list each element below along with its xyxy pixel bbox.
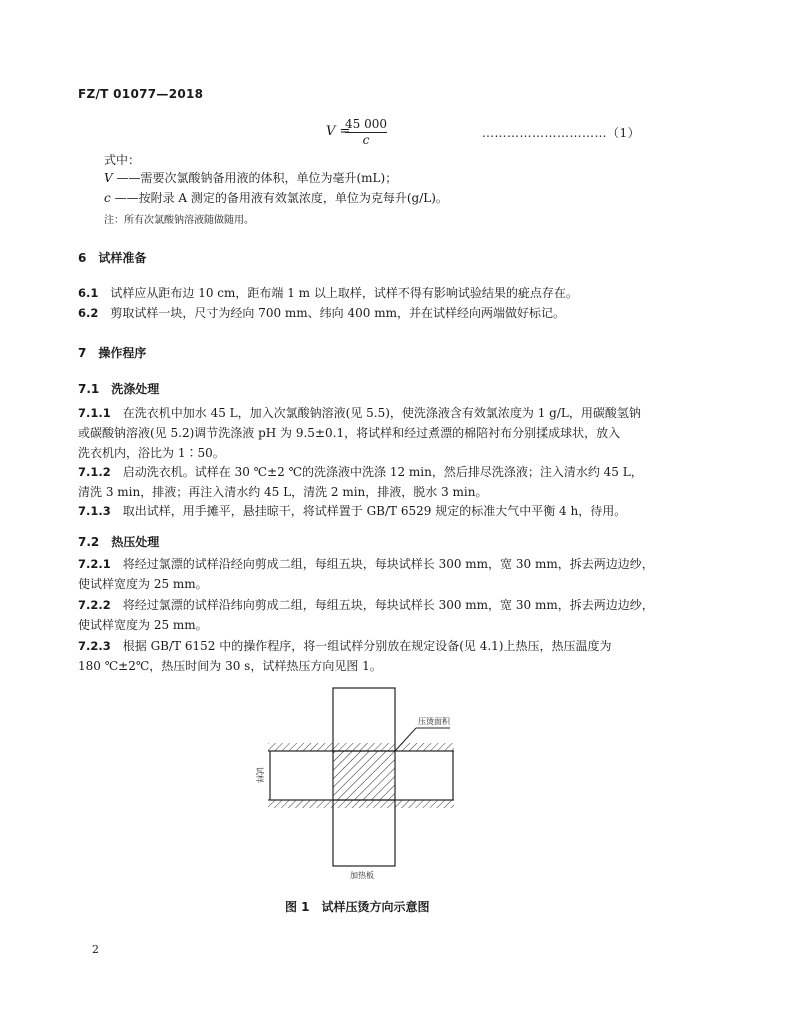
para-7-1-2-line1: 7.1.2 启动洗衣机。试样在 30 ℃±2 ℃的洗涤液中洗涤 12 min，然后排尽洗涤液；注入清水约 45 L， (78, 465, 643, 479)
para-7-1-1-line1: 7.1.1 在洗衣机中加水 45 L，加入次氯酸钠溶液(见 5.5)，使洗涤液含有效氯浓度为 1 g/L，用碳酸氢钠 (78, 406, 641, 420)
pressing-area (333, 751, 395, 800)
upper-press-plate (268, 743, 454, 751)
formula-number: …………………………（1） (482, 126, 641, 140)
para-7-2-3-line2: 180 ℃±2℃，热压时间为 30 s，试样热压方向见图 1。 (78, 659, 382, 673)
figure-caption: 图 1 试样压烫方向示意图 (285, 900, 430, 914)
where-v: V ——需要次氯酸钠备用液的体积，单位为毫升(mL)； (104, 171, 398, 185)
para-7-2-1-line1: 7.2.1 将经过氯漂的试样沿经向剪成二组，每组五块，每块试样长 300 mm，宽 30 mm，拆去两边边纱， (78, 557, 654, 571)
para-7-2-1-line2: 使试样宽度为 25 mm。 (78, 577, 208, 591)
formula-numerator: 45 000 (345, 117, 387, 131)
formula-lhs: V = (326, 124, 351, 139)
para-7-2-3-line1: 7.2.3 根据 GB/T 6152 中的操作程序，将一组试样分别放在规定设备(见 4.1)上热压，热压温度为 (78, 639, 612, 653)
para-7-1-3: 7.1.3 取出试样，用手摊平，悬挂晾干，将试样置于 GB/T 6529 规定的标准大气中平衡 4 h，待用。 (78, 504, 627, 518)
page-number: 2 (92, 943, 99, 956)
where-intro: 式中： (104, 153, 141, 167)
label-heating-plate: 加热板 (350, 871, 374, 880)
label-specimen: 试样 (255, 767, 264, 783)
section-7-1-title: 7.1 洗涤处理 (78, 382, 160, 396)
para-6-2: 6.2 剪取试样一块，尺寸为经向 700 mm、纬向 400 mm，并在试样经向两端做好标记。 (78, 306, 565, 320)
formula-denominator: c (362, 133, 370, 147)
note: 注：所有次氯酸钠溶液随做随用。 (104, 215, 254, 226)
para-6-1: 6.1 试样应从距布边 10 cm，距布端 1 m 以上取样，试样不得有影响试验结果的疵点存在。 (78, 286, 578, 300)
standard-header: FZ/T 01077—2018 (78, 87, 204, 101)
para-7-2-2-line1: 7.2.2 将经过氯漂的试样沿纬向剪成二组，每组五块，每块试样长 300 mm，宽 30 mm，拆去两边边纱， (78, 598, 654, 612)
section-6-title: 6 试样准备 (78, 251, 147, 265)
heating-plate (268, 800, 454, 808)
para-7-1-1-line2: 或碳酸钠溶液(见 5.2)调节洗涤液 pH 为 9.5±0.1，将试样和经过煮漂的棉陪衬布分别揉成球状，放入 (78, 426, 621, 440)
label-pressing-area: 压烫面积 (418, 717, 450, 726)
section-7-title: 7 操作程序 (78, 346, 147, 360)
where-c: c ——按附录 A 测定的备用液有效氯浓度，单位为克每升(g/L)。 (104, 191, 448, 205)
para-7-1-1-line3: 洗衣机内，浴比为 1∶50。 (78, 446, 225, 460)
para-7-1-2-line2: 清洗 3 min，排液；再注入清水约 45 L，清洗 2 min，排液，脱水 3 min。 (78, 485, 488, 499)
section-7-2-title: 7.2 热压处理 (78, 535, 160, 549)
para-7-2-2-line2: 使试样宽度为 25 mm。 (78, 618, 208, 632)
